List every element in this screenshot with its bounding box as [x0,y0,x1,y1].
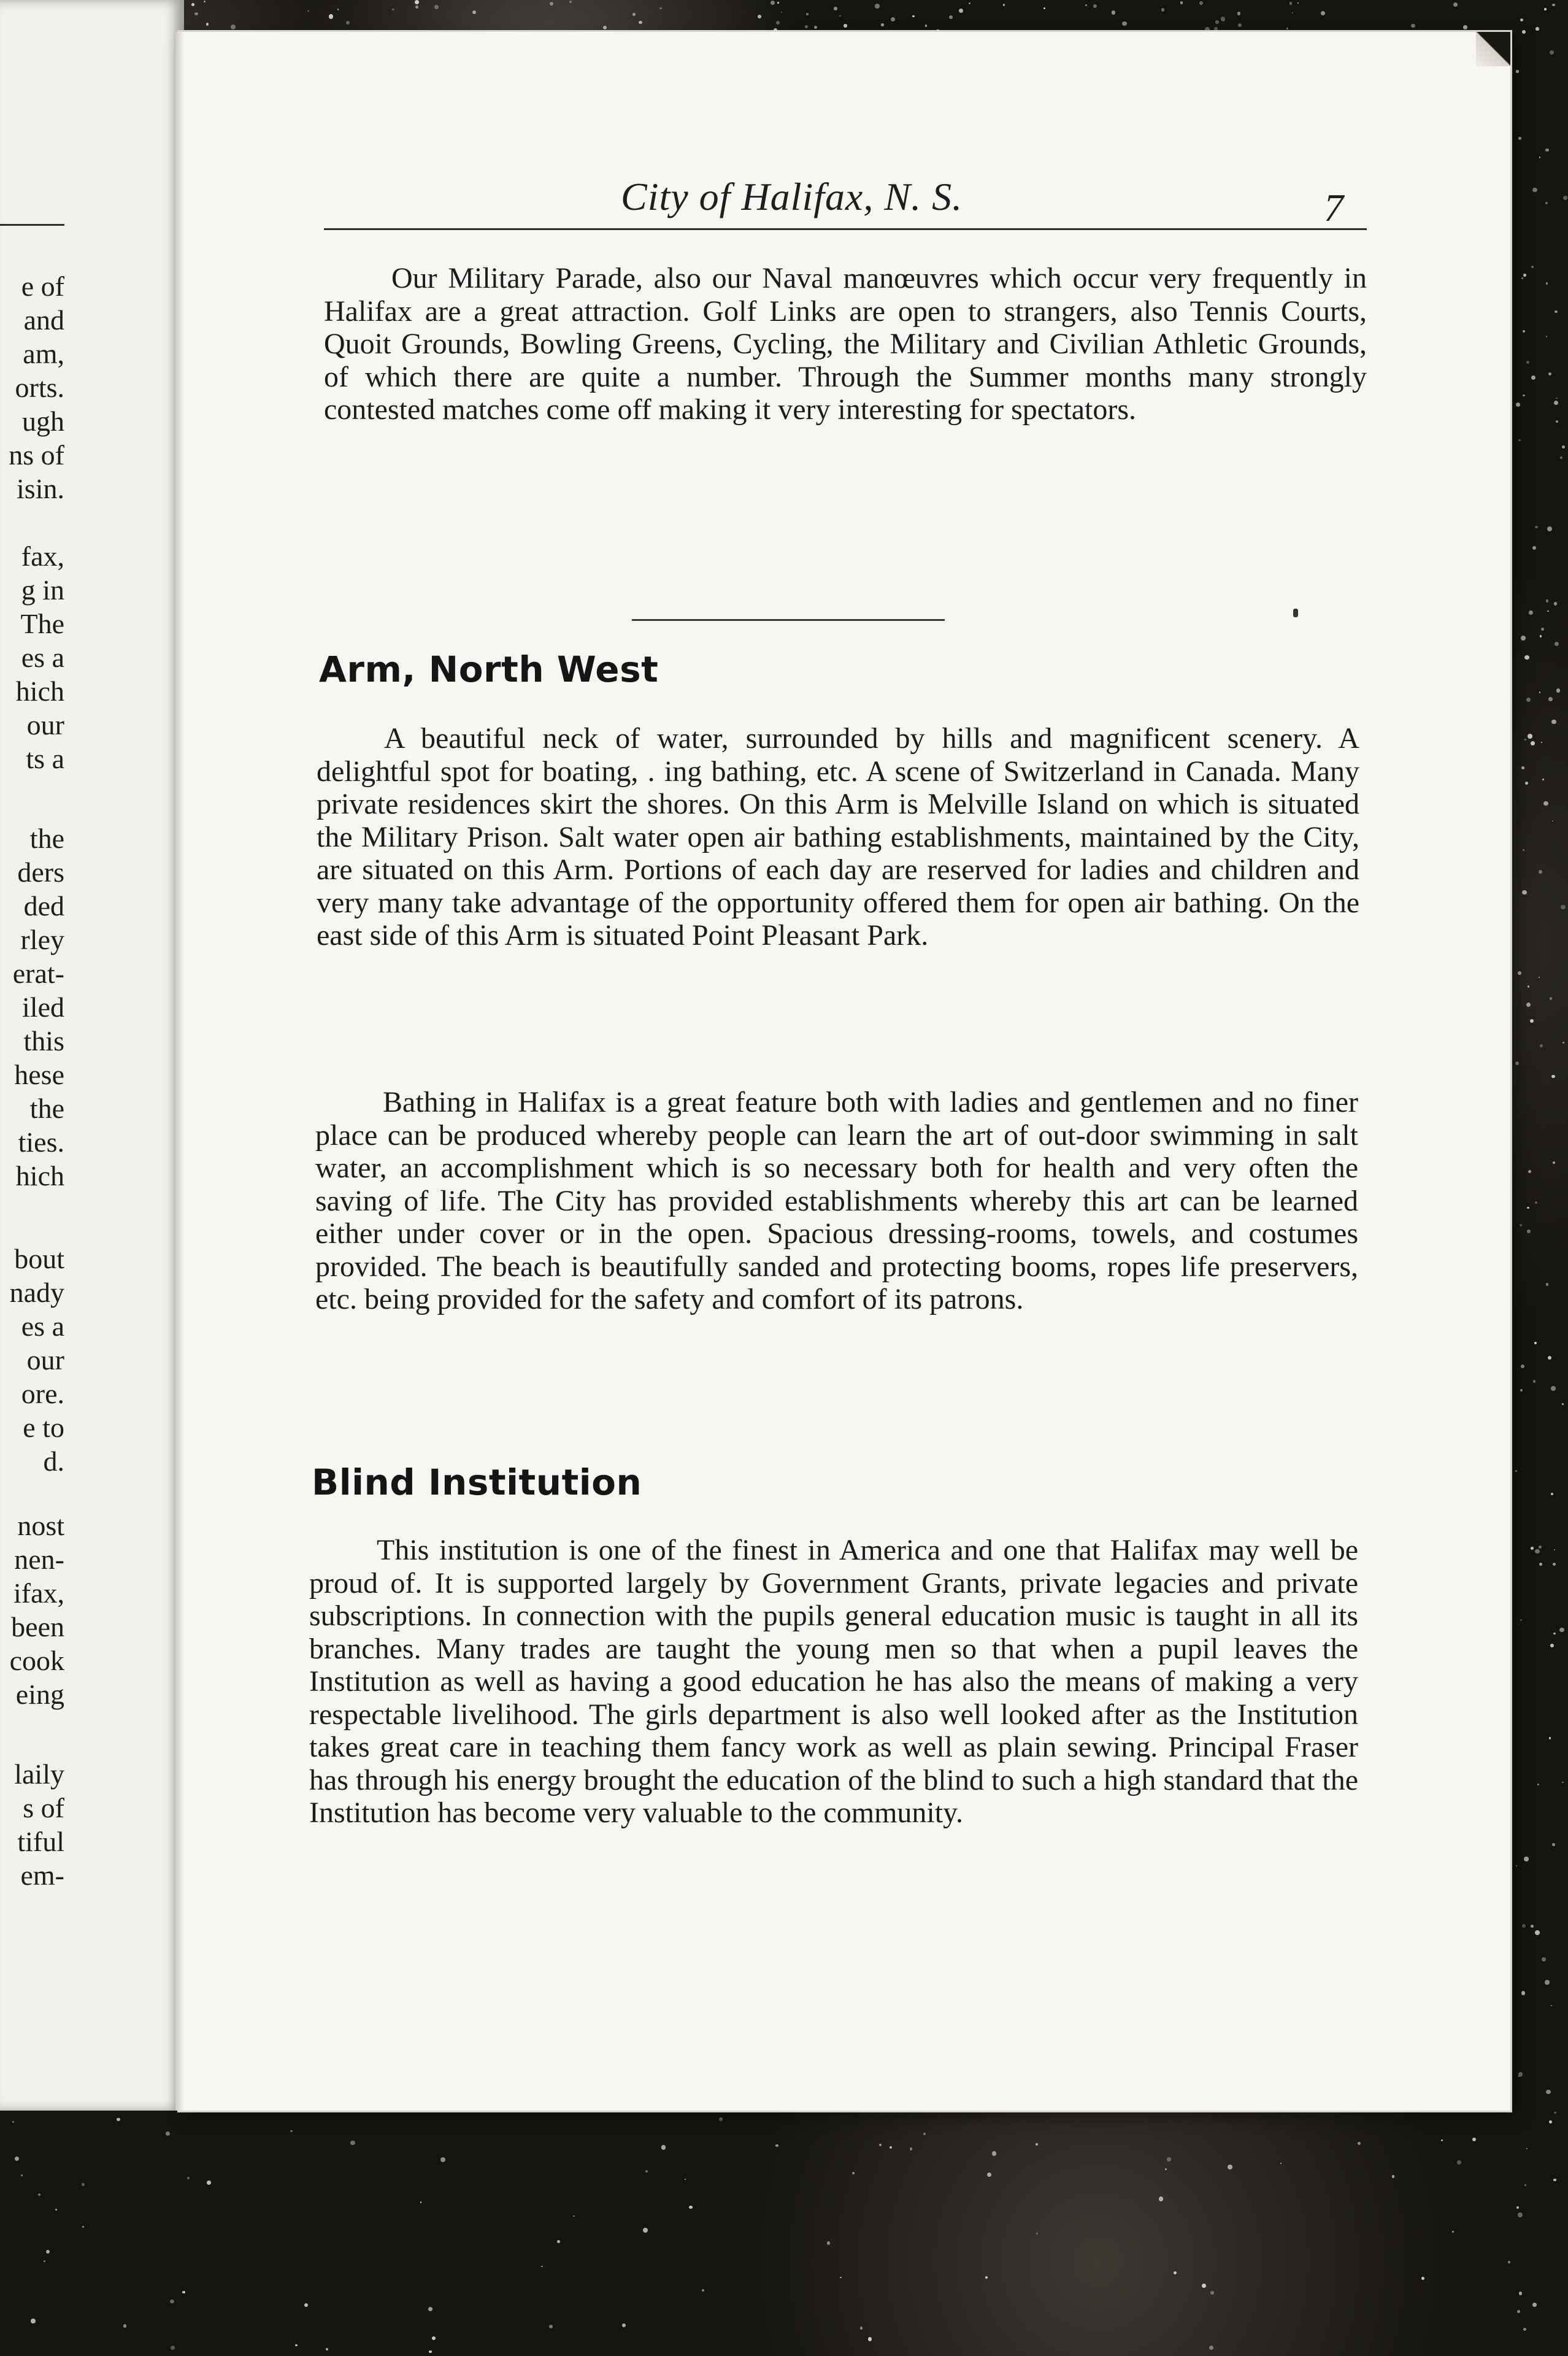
book-page [179,32,1510,2111]
left-page-fragment: nen- [14,1544,64,1575]
background-speck [1562,1042,1564,1044]
left-page-fragment: ore. [21,1378,64,1409]
left-page-rule [0,224,64,226]
background-speck [1559,1628,1564,1632]
background-speck [1221,17,1225,21]
background-speck [639,21,642,24]
left-page-fragment: s of [23,1792,64,1823]
background-speck [834,7,837,10]
background-speck [12,2121,14,2123]
background-speck [1524,655,1529,660]
background-speck [1545,1980,1550,1985]
left-page-fragment: ded [23,890,64,922]
background-speck [1522,890,1527,895]
background-speck [890,2146,892,2149]
background-speck [1548,372,1551,375]
background-speck [1521,1365,1524,1368]
left-page-fragment: hich [15,676,64,707]
background-speck [194,12,198,15]
background-speck [1535,1930,1540,1935]
background-speck [1199,1,1203,5]
left-page-fragment: ns of [9,439,64,471]
background-speck [659,7,661,9]
background-speck [1543,801,1548,806]
background-speck [1537,1784,1539,1785]
background-speck [1518,137,1521,139]
background-speck [1531,1547,1534,1550]
left-page-fragment: e to [23,1412,64,1443]
left-page-fragment: ties. [18,1126,64,1158]
left-page-fragment: ugh [22,406,64,437]
background-speck [1528,1170,1531,1173]
left-page-fragment: the [29,1093,64,1124]
left-page-fragment: The [20,608,64,639]
background-speck [1112,10,1115,14]
background-speck [844,24,847,27]
background-speck [1527,1230,1530,1233]
background-speck [346,21,350,25]
background-speck [1556,688,1560,692]
background-speck [912,15,914,17]
left-page-fragment: erat- [12,958,64,989]
page-corner-fold [1476,32,1510,66]
background-speck [1554,401,1558,405]
background-speck [840,2277,842,2279]
left-page-fragment: our [26,709,64,741]
background-speck [117,2118,120,2121]
page-blemish [1293,609,1298,617]
background-speck [1544,8,1546,10]
background-speck [434,5,439,9]
page-number: 7 [1324,186,1343,229]
left-page-fragment: the [29,823,64,854]
background-speck [1523,274,1526,277]
background-speck [1532,2303,1537,2307]
background-speck [1205,27,1210,32]
background-speck [1555,310,1557,313]
background-speck [432,2336,436,2340]
background-speck [827,2241,831,2245]
left-page-fragment: hich [15,1160,64,1191]
background-speck [1520,1224,1521,1226]
arm-paragraph-2: Bathing in Halifax is a great feature both with ladies and gentlemen and no finer place can be produced whereby people can learn the art of out-door swimming in salt water, an accomplishment which is so necessary both for health and very often the saving of life. The City has provided establishments whereby this art can be learned either under cover or in the open. Spacious dressing-rooms, towels, and costumes provided. The beach is beautifully sanded and protecting booms, ropes life preservers, etc. being provided for the safety and comfort of its patrons. [315,1086,1358,1315]
background-speck [1522,1924,1526,1928]
background-speck [891,17,895,21]
background-speck [1540,1044,1543,1047]
background-speck [329,14,333,18]
background-speck [166,2131,170,2136]
background-speck [350,2141,355,2145]
background-speck [1526,698,1531,702]
left-page-fragment: this [23,1025,64,1057]
background-speck [622,2323,626,2327]
background-speck [925,25,928,27]
background-speck [82,2183,85,2186]
background-speck [1531,1925,1534,1928]
left-page-fragment: tiful [17,1826,64,1857]
background-speck [806,13,809,15]
page-gutter-edge [175,32,184,2111]
background-speck [910,2147,912,2150]
left-page-fragment: d. [43,1446,64,1477]
background-speck [719,2117,723,2121]
background-speck [1546,1283,1549,1286]
left-page-fragment: isin. [17,473,64,504]
background-speck [1540,635,1542,637]
background-speck [1516,402,1520,407]
background-speck [1358,2142,1361,2145]
background-speck [1519,2292,1522,2295]
background-speck [1547,610,1549,612]
background-speck [1525,782,1528,785]
background-speck [1085,4,1087,6]
left-page-fragment: been [11,1611,64,1642]
background-speck [1457,2160,1461,2165]
background-speck [1556,398,1557,399]
background-speck [1535,1549,1539,1553]
left-page-fragment: cook [9,1645,64,1676]
background-speck [472,10,476,14]
background-speck [1321,11,1325,15]
background-speck [1542,1957,1546,1961]
background-speck [1122,21,1126,26]
left-page-fragment: am, [23,338,64,369]
background-speck [1421,2277,1424,2280]
left-page-fragment: eing [15,1679,64,1710]
background-speck [1161,8,1165,12]
background-speck [777,2,779,4]
arm-paragraph-1: A beautiful neck of water, surrounded by hills and magnificent scenery. A delightful spot for boating, . ing bathing, etc. A scene of Switzerland in Canada. Many private residences skirt the shores. On this Arm is Melville Island on which is situated the Military Prison. Salt water open air bathing establishments, maintained by the City, are situated on this Arm. Portions of each day are reserved for ladies and children and very many take advantage of the opportunity offered them for open air bathing. On the east side of this Arm is situated Point Pleasant Park. [317,722,1359,952]
background-speck [771,1,775,5]
background-speck [1167,2157,1170,2161]
background-speck [1535,27,1539,30]
background-speck [987,2173,991,2177]
background-speck [805,25,808,28]
background-speck [31,2319,35,2323]
background-speck [879,2144,881,2146]
background-speck [207,2181,211,2185]
left-page-fragment: rley [20,924,64,955]
background-speck [1541,628,1544,631]
background-speck [1553,1161,1555,1163]
background-speck [1180,1,1183,4]
background-speck [1555,642,1559,646]
left-page-fragment: g in [21,574,64,606]
left-page-fragment: nost [17,1510,64,1541]
section-heading-arm-north-west: Arm, North West [319,649,659,690]
background-speck [1165,2168,1167,2170]
background-speck [1562,1403,1564,1405]
background-speck [643,2228,648,2233]
background-speck [1521,277,1523,279]
background-speck [1209,2346,1213,2350]
left-page-fragment: and [23,304,64,336]
left-page-fragment: e of [21,271,64,302]
background-speck [1531,266,1534,268]
background-speck [661,2145,666,2149]
background-speck [875,4,879,8]
background-speck [1515,1470,1517,1472]
background-speck [1539,1563,1542,1566]
background-speck [969,2,970,4]
background-speck [337,9,339,10]
background-speck [1551,720,1556,724]
background-speck [1563,196,1567,200]
intro-paragraph: Our Military Parade, also our Naval manœuvres which occur very frequently in Halifax are a great attraction. Golf Links are open to strangers, also Tennis Courts, Quoit Grounds, Bowling Greens, Cycling, the Military and Civilian Athletic Grounds, of which there are quite a number. Through the Summer months many strongly contested matches come off making it very interesting for spectators. [324,262,1367,426]
background-speck [1561,905,1566,910]
left-page-fragment: orts. [15,372,64,403]
background-speck [852,2172,854,2174]
background-speck [55,2209,57,2211]
background-speck [1562,445,1565,448]
background-speck [1528,734,1532,739]
background-speck [1550,997,1552,999]
background-speck [1542,779,1544,780]
left-page-fragment: fax, [21,541,64,572]
background-speck [1518,2212,1523,2217]
left-page-fragment: es a [21,642,64,673]
background-speck [1036,2143,1038,2146]
background-speck [1554,602,1558,606]
background-speck [206,23,209,25]
blind-paragraph-1: This institution is one of the finest in America and one that Halifax may well be proud of. It is supported largely by Government Grants, private legacies and private subscriptions. In connection with the pupils general education music is taught in all its branches. Many trades are taught the young men so that when a pupil leaves the Institution as well as having a good education he has also the means of making a very respectable livelihood. The girls department is also well looked after as the Institution takes great care in teaching them fancy work as well as plain sewing. Principal Fraser has through his energy brought the education of the blind to such a high standard that the Institution has become very valuable to the community. [309,1534,1358,1829]
background-speck [1508,2261,1510,2263]
background-speck [923,2133,926,2135]
left-page-fragment: es a [21,1311,64,1342]
background-speck [541,2266,543,2268]
background-speck [774,28,777,31]
background-speck [1520,18,1523,21]
background-speck [1551,1386,1556,1391]
background-speck [1463,25,1467,29]
left-page-fragment: ders [17,857,64,888]
background-speck [1524,1857,1529,1861]
left-page-fragment: our [26,1344,64,1376]
background-speck [1453,2,1458,7]
background-speck [440,2157,445,2162]
left-page-fragment: laily [14,1758,64,1790]
left-page-fragment: hese [14,1059,64,1090]
background-speck [1237,12,1240,15]
running-head: City of Halifax, N. S. [621,175,963,218]
left-facing-page [0,0,184,2111]
background-speck [1524,739,1526,740]
background-speck [1560,456,1562,459]
background-speck [645,2170,648,2173]
background-speck [1546,2090,1551,2095]
background-speck [1036,2233,1038,2235]
background-speck [1532,188,1537,193]
background-speck [1526,2148,1528,2149]
background-speck [428,2307,432,2311]
background-speck [1518,971,1521,975]
background-speck [1524,2184,1526,2186]
header-rule [324,228,1367,230]
background-speck [231,25,236,29]
background-speck [775,2144,778,2147]
background-speck [1554,1549,1555,1550]
background-speck [1546,336,1547,337]
background-speck [1549,2120,1552,2123]
background-speck [1548,697,1553,701]
left-page-fragment: iled [22,991,64,1023]
background-speck [881,23,884,26]
background-speck [1526,361,1529,364]
background-speck [1452,2231,1454,2233]
left-page-fragment: nady [9,1277,64,1308]
background-speck [1551,1075,1555,1078]
background-speck [1520,1389,1523,1392]
background-speck [839,15,840,17]
background-speck [38,2193,40,2196]
background-speck [1516,70,1519,73]
background-speck [1215,20,1219,24]
background-speck [1547,526,1552,531]
background-speck [1202,2284,1206,2288]
background-speck [15,2157,19,2161]
left-page-fragment: bout [14,1243,64,1274]
section-divider [632,619,945,621]
background-speck [1516,2206,1518,2208]
left-page-fragment: ts a [26,743,64,774]
section-heading-blind-institution: Blind Institution [312,1461,642,1503]
background-speck [1411,24,1415,28]
left-page-fragment: ifax, [13,1577,64,1609]
background-speck [1539,870,1542,873]
left-page-fragment: em- [20,1860,64,1891]
background-speck [290,2130,292,2132]
background-speck [1550,1644,1554,1647]
background-speck [1562,1782,1564,1784]
background-speck [1159,2196,1164,2201]
background-speck [702,2289,704,2292]
background-speck [1545,202,1548,204]
